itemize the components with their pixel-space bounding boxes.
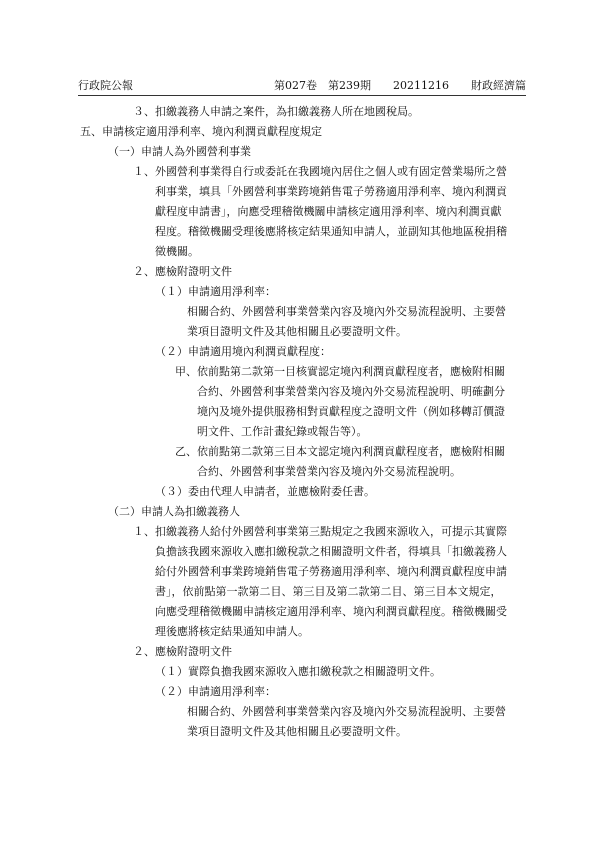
- text-line: 給付外國營利事業跨境銷售電子勞務適用淨利率、境內利潤貢獻程度申請: [155, 565, 507, 578]
- text-line: 向應受理稽徵機關申請核定適用淨利率、境內利潤貢獻程度。稽徵機關受: [155, 605, 507, 618]
- text-line: （２）申請適用境內利潤貢獻程度：: [155, 345, 331, 358]
- text-line: １、外國營利事業得自行或委託在我國境內居住之個人或有固定營業場所之營: [133, 165, 507, 178]
- text-line: 理後應將核定結果通知申請人。: [155, 625, 309, 638]
- text-line: （１）申請適用淨利率：: [155, 285, 276, 298]
- text-line: 乙、依前點第二款第三目本文認定境內利潤貢獻程度者，應檢附相關: [175, 445, 505, 458]
- text-line: ２、應檢附證明文件: [133, 265, 232, 278]
- text-line: 書」，依前點第一款第二目、第三目及第二款第二目、第三目本文規定，: [155, 585, 502, 598]
- text-line: 相關合約、外國營利事業營業內容及境內外交易流程說明、主要營: [187, 705, 506, 718]
- text-line: 程度。稽徵機關受理後應將核定結果通知申請人，並副知其他地區稅捐稽: [155, 225, 507, 238]
- gazette-title: 行政院公報: [78, 79, 133, 92]
- text-line: 徵機關。: [155, 245, 199, 258]
- text-line: 業項目證明文件及其他相關且必要證明文件。: [187, 325, 407, 338]
- text-line: 獻程度申請書」，向應受理稽徵機關申請核定適用淨利率、境內利潤貢獻: [155, 205, 502, 218]
- section-heading: 五、申請核定適用淨利率、境內利潤貢獻程度規定: [80, 125, 322, 138]
- issue-info: 第027卷 第239期 20211216 財政經濟篇: [274, 79, 526, 92]
- text-line: 業項目證明文件及其他相關且必要證明文件。: [187, 725, 407, 738]
- text-line: ２、應檢附證明文件: [133, 645, 232, 658]
- header-rule: [78, 95, 526, 96]
- text-line: 相關合約、外國營利事業營業內容及境內外交易流程說明、主要營: [187, 305, 506, 318]
- text-line: １、扣繳義務人給付外國營利事業第三點規定之我國來源收入，可提示其實際: [133, 525, 507, 538]
- text-line: 合約、外國營利事業營業內容及境內外交易流程說明。: [197, 465, 461, 478]
- text-line: 明文件、工作計畫紀錄或報告等）。: [197, 425, 368, 438]
- text-line: （１）實際負擔我國來源收入應扣繳稅款之相關證明文件。: [155, 665, 441, 678]
- text-line: 合約、外國營利事業營業內容及境內外交易流程說明、明確劃分: [197, 385, 505, 398]
- text-line: （２）申請適用淨利率：: [155, 685, 276, 698]
- subsection-heading: （二）申請人為扣繳義務人: [108, 505, 240, 518]
- text-line: 利事業，填具「外國營利事業跨境銷售電子勞務適用淨利率、境內利潤貢: [155, 185, 507, 198]
- text-line: 負擔該我國來源收入應扣繳稅款之相關證明文件者，得填具「扣繳義務人: [155, 545, 507, 558]
- text-line: 甲、依前點第二款第一目核實認定境內利潤貢獻程度者，應檢附相關: [175, 365, 505, 378]
- running-header: [78, 78, 526, 94]
- text-line: （３）委由代理人申請者，並應檢附委任書。: [155, 485, 375, 498]
- text-line: 境內及境外提供服務相對貢獻程度之證明文件（例如移轉訂價證: [197, 405, 505, 418]
- subsection-heading: （一）申請人為外國營利事業: [108, 145, 251, 158]
- text-line: ３、扣繳義務人申請之案件，為扣繳義務人所在地國稅局。: [133, 105, 419, 118]
